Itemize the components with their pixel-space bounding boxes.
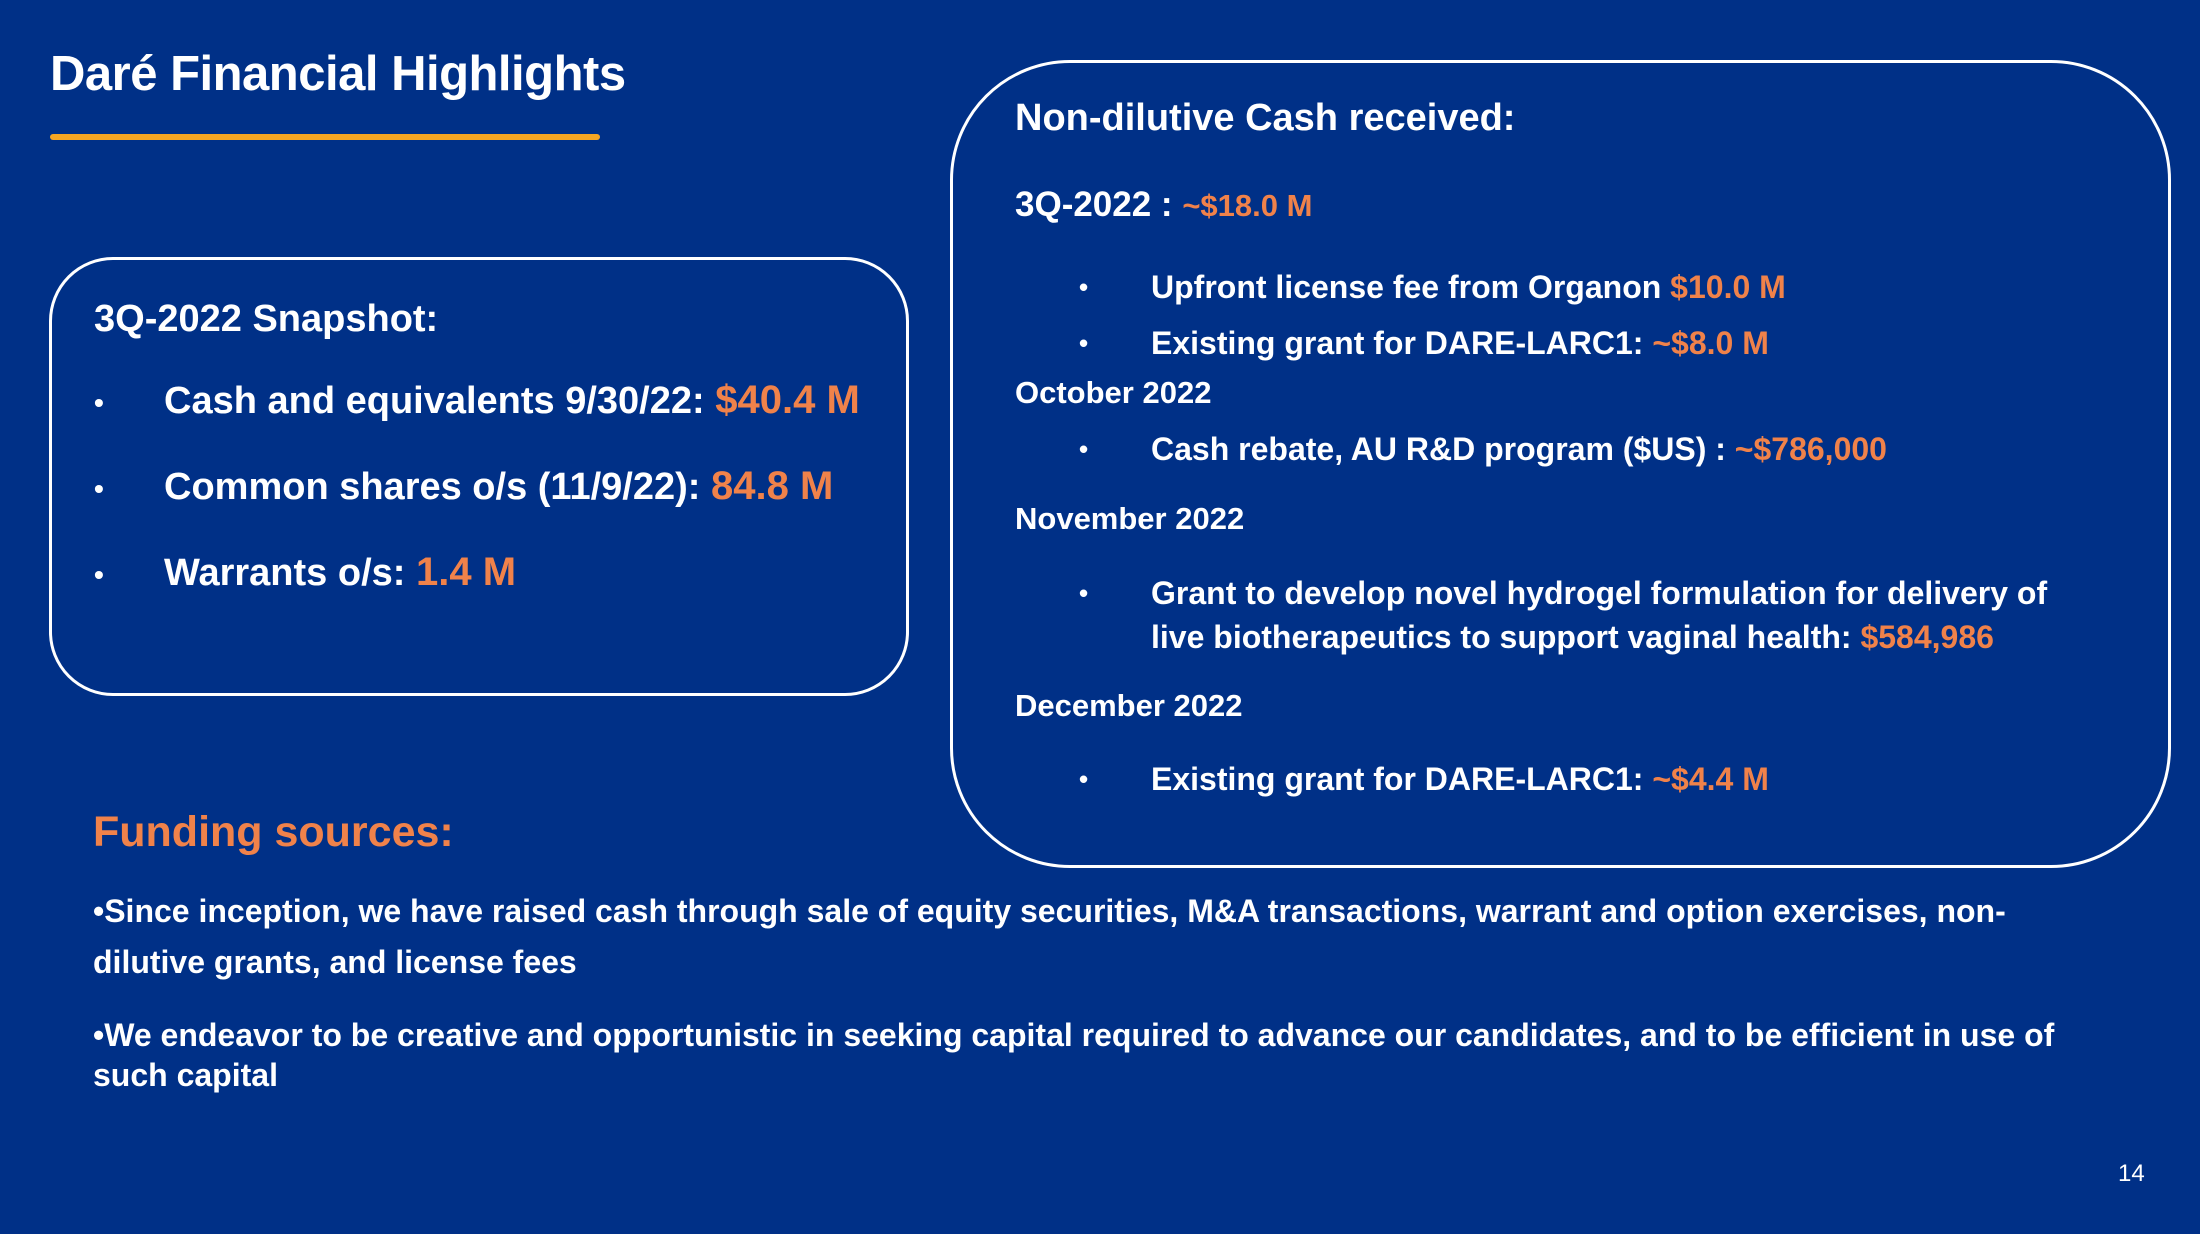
snapshot-item-label: Warrants o/s: <box>164 552 416 594</box>
bullet: • <box>1079 434 1089 464</box>
cash-item-organon <box>1079 265 2091 309</box>
snapshot-item-label: Common shares o/s (11/9/22): <box>164 466 711 508</box>
cash-item-value: $10.0 M <box>1670 269 1786 305</box>
funding-point-raised: •Since inception, we have raised cash through sale of equity securities, M&A transactions, warrant and option exercises, non-dilutive grants, and license fees <box>93 893 2006 980</box>
cash-item-text <box>1151 571 2091 659</box>
snapshot-item-warrants <box>94 550 516 595</box>
bullet: • <box>94 558 104 590</box>
cash-item-au-rebate <box>1079 427 2091 471</box>
cash-item-label: Existing grant for DARE-LARC1: <box>1151 761 1653 797</box>
cash-item-value: $584,986 <box>1860 619 1994 655</box>
snapshot-item-value: 1.4 M <box>415 550 517 594</box>
cash-received-box <box>950 60 2171 868</box>
cash-item-value: ~$4.4 M <box>1652 761 1769 797</box>
snapshot-item-value: 84.8 M <box>710 464 834 508</box>
cash-item-label: Upfront license fee from Organon <box>1151 269 1671 305</box>
cash-received-heading: Non-dilutive Cash received: <box>1015 97 1516 139</box>
snapshot-item-value: $40.4 M <box>715 378 860 422</box>
funding-heading: Funding sources: <box>93 808 454 856</box>
cash-item-label: Grant to develop novel hydrogel formulation for delivery of live biotherapeutics to support vaginal health: <box>1151 575 2048 655</box>
snapshot-heading: 3Q-2022 Snapshot: <box>94 298 439 340</box>
slide-title: Daré Financial Highlights <box>50 47 626 101</box>
bullet: • <box>1079 272 1089 302</box>
quarter-summary <box>1015 185 1312 225</box>
funding-point-creative: •We endeavor to be creative and opportunistic in seeking capital required to advance our candidates, and to be efficient in use of such capital <box>93 1017 2055 1093</box>
cash-item-label: Cash rebate, AU R&D program ($US) : <box>1151 431 1735 467</box>
snapshot-box <box>49 257 909 696</box>
cash-item-text <box>1151 427 2091 471</box>
quarter-label: 3Q-2022 : <box>1015 185 1183 224</box>
cash-item-text <box>1151 321 2091 365</box>
month-label-october: October 2022 <box>1015 375 1212 410</box>
cash-item-label: Existing grant for DARE-LARC1: <box>1151 325 1653 361</box>
snapshot-item-cash <box>94 378 860 423</box>
bullet: • <box>1079 328 1089 358</box>
quarter-amount: ~$18.0 M <box>1182 188 1313 223</box>
page-number: 14 <box>2118 1160 2145 1187</box>
cash-item-text <box>1151 757 2091 801</box>
cash-item-larc1-dec <box>1079 757 2091 801</box>
snapshot-item-label: Cash and equivalents 9/30/22: <box>164 380 716 422</box>
cash-item-hydrogel-grant <box>1079 571 2091 659</box>
bullet: • <box>94 386 104 418</box>
cash-item-text <box>1151 265 2091 309</box>
cash-item-larc1-q3 <box>1079 321 2091 365</box>
bullet: • <box>1079 578 1089 608</box>
title-underline <box>50 134 600 140</box>
month-label-december: December 2022 <box>1015 688 1243 723</box>
cash-item-value: ~$8.0 M <box>1652 325 1769 361</box>
bullet: • <box>94 472 104 504</box>
cash-item-value: ~$786,000 <box>1734 431 1887 467</box>
bullet: • <box>1079 764 1089 794</box>
snapshot-item-shares <box>94 464 833 509</box>
month-label-november: November 2022 <box>1015 501 1245 536</box>
